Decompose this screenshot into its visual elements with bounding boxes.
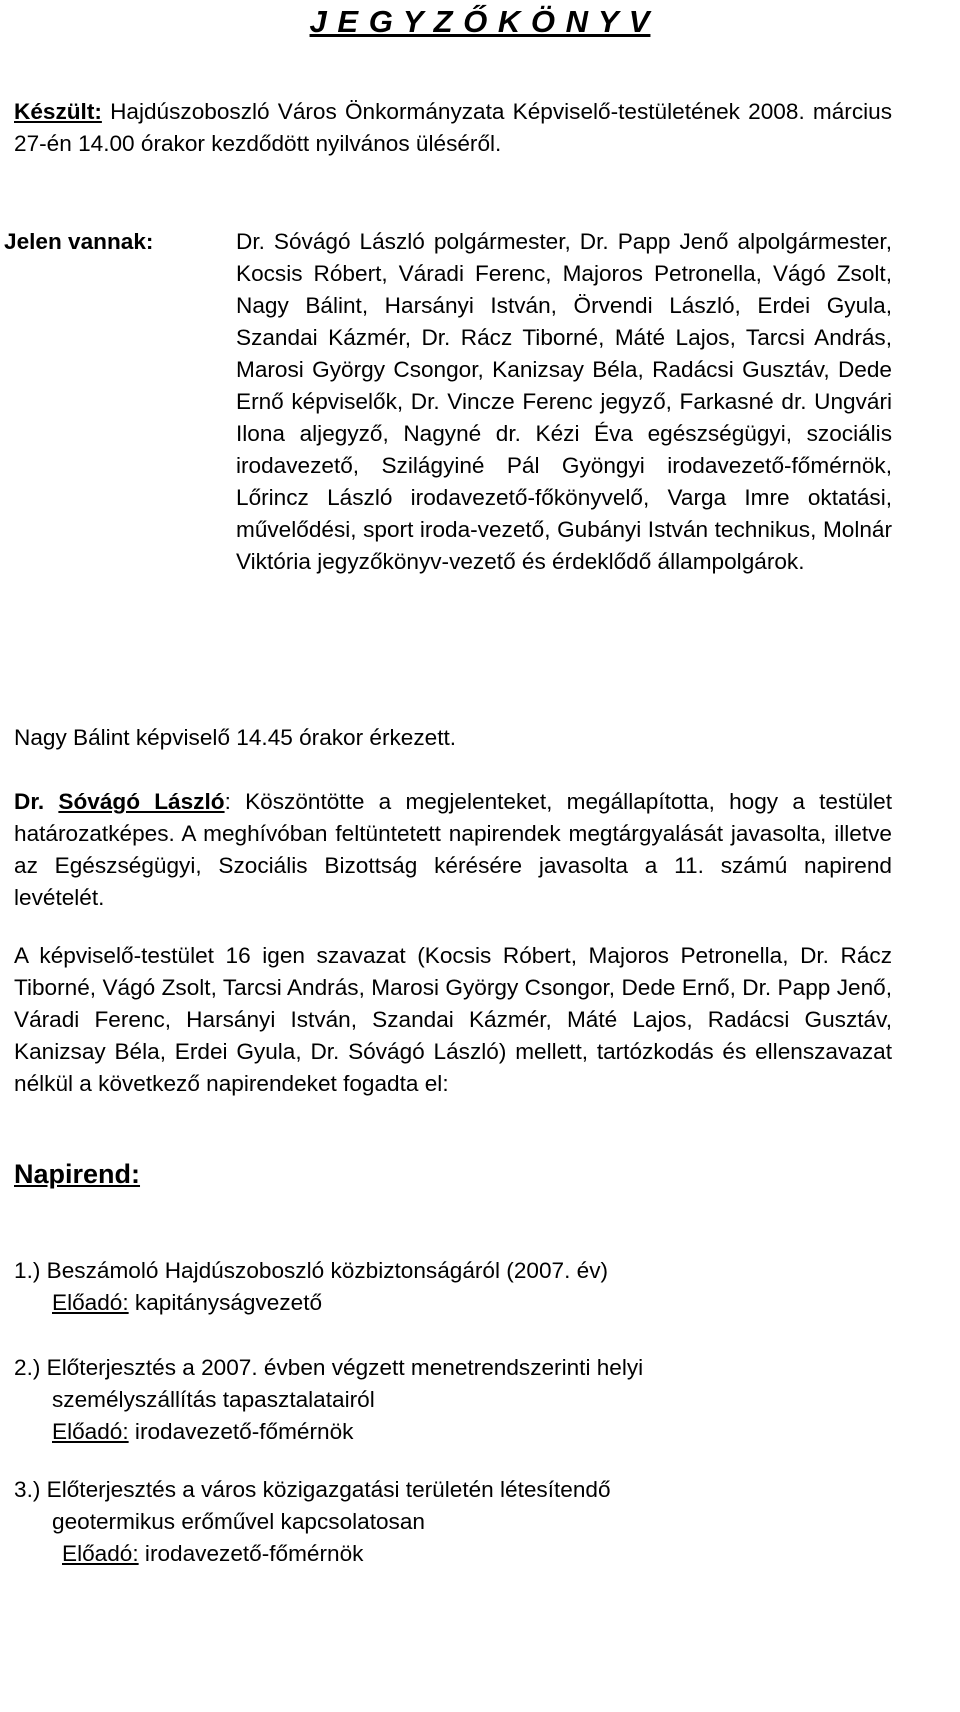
arrival-note: Nagy Bálint képviselő 14.45 órakor érkezett. xyxy=(14,725,457,750)
agenda-item-1-title: 1.) Beszámoló Hajdúszoboszló közbiztonságáról (2007. év) xyxy=(14,1258,609,1283)
agenda-item-3 xyxy=(14,1474,894,1570)
presenter-value: irodavezető-főmérnök xyxy=(138,1541,364,1566)
agenda-item-2 xyxy=(14,1352,894,1448)
presenter-value: irodavezető-főmérnök xyxy=(128,1419,354,1444)
agenda-item-1-presenter xyxy=(14,1287,894,1319)
agenda-item-2-title-line-2: személyszállítás tapasztalatairól xyxy=(52,1387,375,1412)
jelen-label-text: Jelen vannak: xyxy=(4,229,154,254)
agenda-item-3-presenter xyxy=(14,1538,894,1570)
speaker-name: Sóvágó László xyxy=(58,789,225,814)
keszult-text: Hajdúszoboszló Város Önkormányzata Képviselő-testületének 2008. március 27-én 14.00 órakor kezdődött nyilvános üléséről. xyxy=(14,99,892,156)
document-title: J E G Y Z Ő K Ö N Y V xyxy=(309,4,651,39)
agenda-heading: Napirend: xyxy=(14,1159,141,1189)
presenter-label: Előadó: xyxy=(62,1541,139,1566)
vote-paragraph: A képviselő-testület 16 igen szavazat (Kocsis Róbert, Majoros Petronella, Dr. Rácz Tiborné, Vágó Zsolt, Tarcsi András, Marosi György Csongor, Dede Ernő, Dr. Papp Jenő, Váradi Ferenc, Harsányi István, Szandai Kázmér, Máté Lajos, Radácsi Gusztáv, Kanizsay Béla, Erdei Gyula, Dr. Sóvágó László) mellett, tartózkodás és ellenszavazat nélkül a következő napirendeket fogadta el: xyxy=(14,943,892,1096)
presenter-value: kapitányságvezető xyxy=(128,1290,323,1315)
presenter-label: Előadó: xyxy=(52,1419,129,1444)
keszult-label: Készült: xyxy=(14,99,102,124)
opening-paragraph xyxy=(14,786,892,914)
agenda-item-1 xyxy=(14,1255,894,1319)
jelen-attendees: Dr. Sóvágó László polgármester, Dr. Papp Jenő alpolgármester, Kocsis Róbert, Váradi Ferenc, Majoros Petronella, Vágó Zsolt, Nagy Bálint, Harsányi István, Örvendi László, Erdei Gyula, Szandai Kázmér, Dr. Rácz Tiborné, Máté Lajos, Tarcsi András, Marosi György Csongor, Kanizsay Béla, Radácsi Gusztáv, Dede Ernő képviselők, Dr. Vincze Ferenc jegyző, Farkasné dr. Ungvári Ilona aljegyző, Nagyné dr. Kézi Éva egészségügyi, szociális irodavezető, Szilágyiné Pál Gyöngyi irodavezető-főmérnök, Lőrincz László irodavezető-főkönyvelő, Varga Imre oktatási, művelődési, sport iroda-vezető, Gubányi István technikus, Molnár Viktória jegyzőkönyv-vezető és érdeklődő állampolgárok. xyxy=(236,229,892,574)
agenda-item-3-title-line-1: 3.) Előterjesztés a város közigazgatási területén létesítendő xyxy=(14,1477,611,1502)
keszult-paragraph xyxy=(14,96,892,160)
agenda-item-2-presenter xyxy=(14,1416,894,1448)
agenda-item-2-title-line-1: 2.) Előterjesztés a 2007. évben végzett menetrendszerinti helyi xyxy=(14,1355,644,1380)
agenda-item-3-title-line-2: geotermikus erőművel kapcsolatosan xyxy=(52,1509,425,1534)
presenter-label: Előadó: xyxy=(52,1290,129,1315)
speaker-prefix: Dr. xyxy=(14,789,59,814)
opening-text: : Köszöntötte a megjelenteket, megállapította, hogy a testület határozatképes. A meghívóban feltüntetett napirendek megtárgyalását javasolta, illetve az Egészségügyi, Szociális Bizottság kérésére javasolta a 11. számú napirend levételét. xyxy=(14,789,892,910)
jelen-label xyxy=(4,226,224,258)
